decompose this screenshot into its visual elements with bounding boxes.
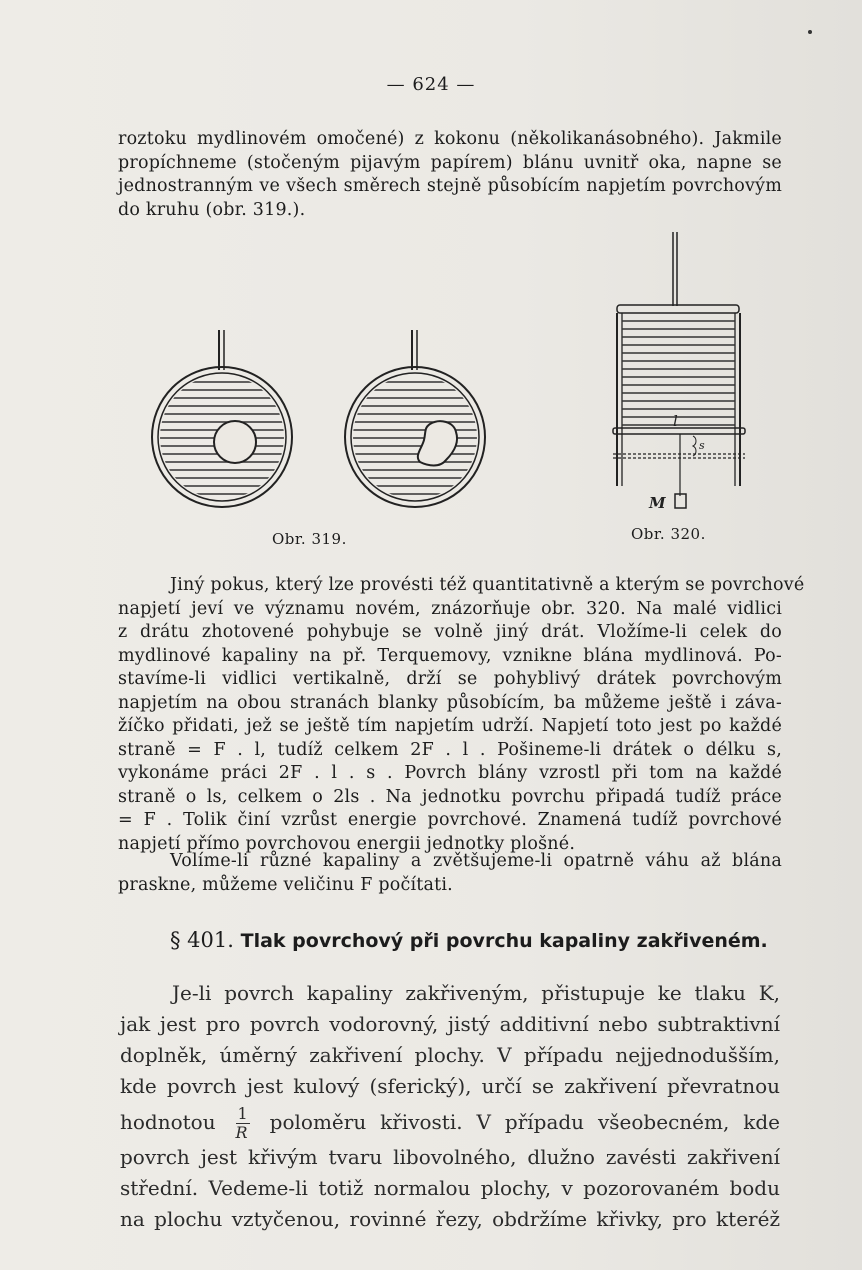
- ink-speck: [808, 30, 812, 34]
- paragraph-2: [118, 574, 805, 856]
- section-title: Tlak povrchový při povrchu kapaliny zakřiveném.: [240, 930, 768, 952]
- frame-top-bar: [617, 305, 739, 313]
- movable-wire: [613, 428, 745, 434]
- weight-icon: [675, 494, 686, 508]
- text-line: = F . Tolik činí vzrůst energie povrchové. Znamená tudíž povrchové: [118, 810, 782, 830]
- label-M: M: [649, 494, 666, 512]
- text-fragment: poloměru křivosti. V případu všeobecném, kde: [269, 1110, 780, 1134]
- text-line: kde povrch jest kulový (sferický), určí se zakřivení převratnou: [120, 1074, 780, 1098]
- text-line: do kruhu (obr. 319.).: [118, 199, 306, 220]
- paragraph-3: [118, 850, 782, 897]
- fraction-numerator: 1: [237, 1104, 248, 1123]
- section-number: § 401.: [170, 928, 234, 952]
- text-line: propíchneme (stočeným pijavým papírem) blánu uvnitř oka, napne se: [118, 152, 782, 173]
- section-heading: [170, 928, 768, 952]
- text-line: žíčko přidati, jež se ještě tím napjetím udrží. Napjetí toto jest po každé: [118, 716, 782, 736]
- text-line: vykonáme práci 2F . l . s . Povrch blány vzrostl při tom na každé: [118, 763, 782, 783]
- text-line: roztoku mydlinovém omočené) z kokonu (několikanásobného). Jakmile: [118, 129, 782, 149]
- text-line: mydlinové kapaliny na př. Terquemovy, vznikne blána mydlinová. Po-: [118, 645, 782, 666]
- text-line: doplněk, úměrný zakřivení plochy. V případu nejjednodušším,: [120, 1043, 780, 1067]
- text-line: straně = F . l, tudíž celkem 2F . l . Pošineme-li drátek o délku s,: [118, 739, 782, 760]
- text-line: Je-li povrch kapaliny zakřiveným, přistupuje ke tlaku K,: [172, 981, 780, 1005]
- text-line: střední. Vedeme-li totiž normalou plochy, v pozorovaném bodu: [120, 1176, 780, 1200]
- text-line: Jiný pokus, který lze provésti též quantitativně a kterým se povrchové: [170, 575, 805, 595]
- fraction-denominator: R: [235, 1123, 248, 1142]
- caption-fig319: Obr. 319.: [272, 530, 347, 548]
- label-s: s: [699, 439, 705, 452]
- figure-319: [140, 320, 500, 515]
- text-line: napjetím na obou stranách blanky působícím, ba můžeme ještě i záva-: [118, 692, 782, 713]
- caption-fig320: Obr. 320.: [631, 525, 706, 543]
- text-line: napjetí jeví ve významu novém, znázorňuje obr. 320. Na malé vidlici: [118, 598, 782, 619]
- text-line-with-fraction: [120, 1102, 780, 1142]
- text-line: napjetí přímo povrchovou energii jednotky plošné.: [118, 833, 576, 854]
- text-line: Volíme-li různé kapaliny a zvětšujeme-li opatrně váhu až blána: [170, 851, 782, 871]
- figure-320: [605, 228, 755, 513]
- text-line: praskne, můžeme veličinu F počítati.: [118, 874, 453, 895]
- text-line: na plochu vztyčenou, rovinné řezy, obdržíme křivky, pro kteréž: [120, 1207, 780, 1231]
- ring-with-irregular-hole: [340, 330, 490, 507]
- text-line: stavíme-li vidlici vertikalně, drží se pohyblivý drátek povrchovým: [118, 669, 782, 689]
- paragraph-4: [120, 978, 780, 1235]
- text-line: povrch jest křivým tvaru libovolného, dlužno zavésti zakřivení: [120, 1145, 780, 1169]
- text-line: jednostranným ve všech směrech stejně působícím napjetím povrchovým: [118, 176, 782, 196]
- text-line: straně o ls, celkem o 2ls . Na jednotku povrchu připadá tudíž práce: [118, 786, 782, 807]
- text-line: z drátu zhotovené pohybuje se volně jiný drát. Vložíme-li celek do: [118, 622, 782, 642]
- paragraph-1: [118, 128, 782, 222]
- label-l: l: [673, 412, 678, 430]
- soap-film: [622, 321, 735, 425]
- page-number: — 624 —: [386, 74, 476, 95]
- text-line: jak jest pro povrch vodorovný, jistý additivní nebo subtraktivní: [120, 1012, 780, 1036]
- text-fragment: hodnotou: [120, 1110, 216, 1134]
- fraction: [236, 1105, 250, 1142]
- ring-with-circular-hole: [150, 330, 300, 507]
